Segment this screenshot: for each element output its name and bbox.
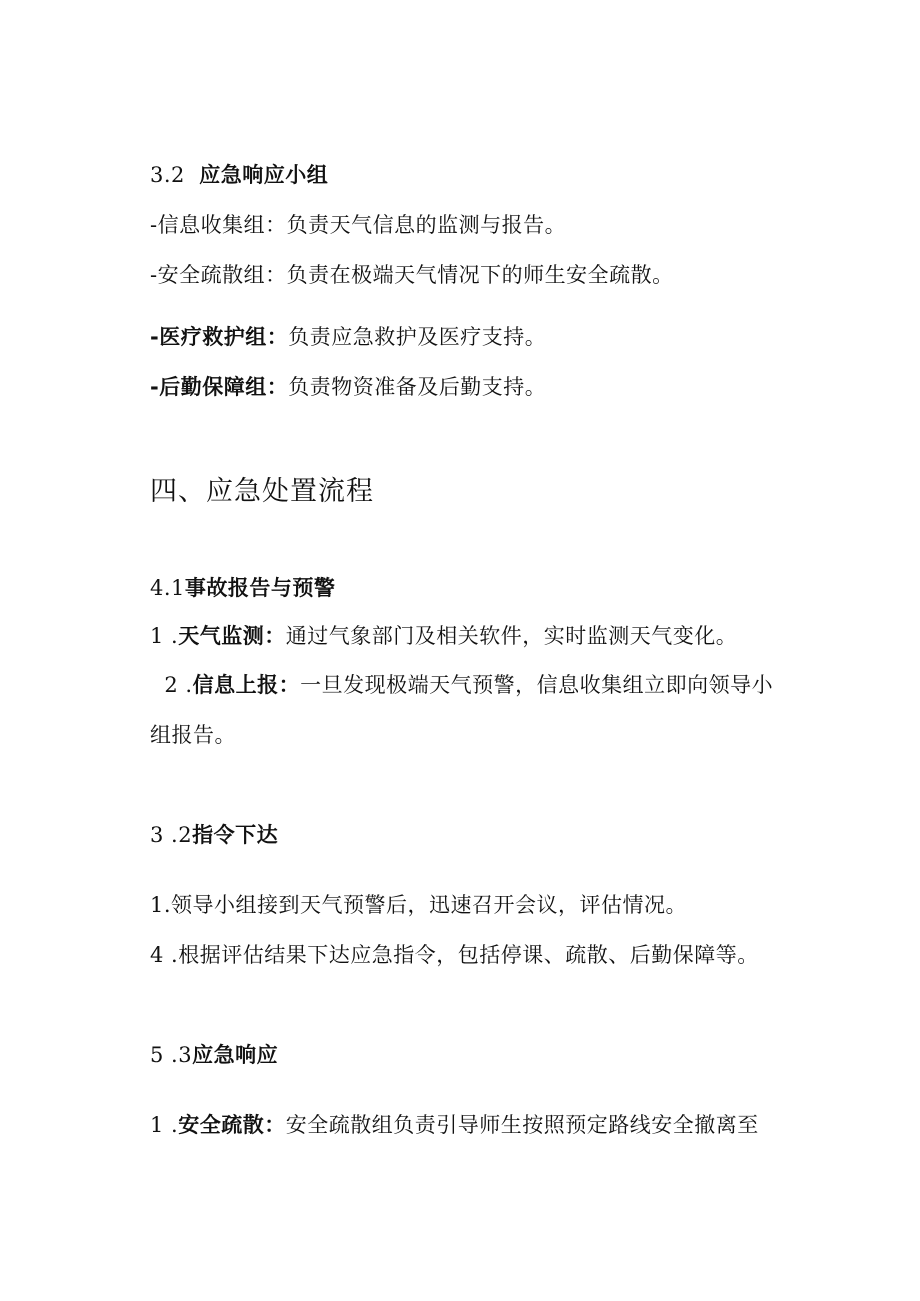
list-item bbox=[150, 1110, 759, 1140]
section-title: 应急响应 bbox=[192, 1043, 279, 1067]
item-label: 信息上报： bbox=[192, 673, 301, 697]
list-item bbox=[150, 670, 773, 700]
section-4-3-heading bbox=[150, 1040, 278, 1070]
section-number: 5 .3 bbox=[150, 1043, 193, 1067]
section-4-1-heading bbox=[150, 573, 335, 603]
section-title: 指令下达 bbox=[192, 823, 279, 847]
group-label: -信息收集组： bbox=[150, 213, 287, 237]
item-number: 2 . bbox=[164, 673, 193, 697]
list-item bbox=[150, 621, 737, 651]
group-label: -后勤保障组： bbox=[150, 375, 289, 399]
group-item-evacuation bbox=[150, 260, 674, 290]
group-text: 负责天气信息的监测与报告。 bbox=[286, 213, 567, 237]
item-number: 1 . bbox=[150, 1113, 179, 1137]
item-text: 一旦发现极端天气预警，信息收集组立即向领导小 bbox=[300, 673, 774, 697]
section-4-2-heading bbox=[150, 820, 278, 850]
group-item-info bbox=[150, 210, 566, 240]
group-label: -安全疏散组： bbox=[150, 263, 287, 287]
section-title: 应急响应小组 bbox=[199, 163, 329, 187]
group-text: 负责在极端天气情况下的师生安全疏散。 bbox=[286, 263, 674, 287]
item-text: 通过气象部门及相关软件，实时监测天气变化。 bbox=[285, 624, 738, 648]
item-number: 1 . bbox=[150, 624, 179, 648]
list-item: 1.领导小组接到天气预警后，迅速召开会议，评估情况。 bbox=[150, 893, 688, 917]
section-title: 事故报告与预警 bbox=[184, 576, 336, 600]
item-label: 安全疏散： bbox=[178, 1113, 286, 1137]
group-text: 负责物资准备及后勤支持。 bbox=[288, 375, 547, 399]
item-text: 安全疏散组负责引导师生按照预定路线安全撤离至 bbox=[285, 1113, 759, 1137]
list-item-continuation: 组报告。 bbox=[150, 723, 236, 747]
section-number: 4.1 bbox=[150, 576, 185, 600]
group-label: -医疗救护组： bbox=[150, 325, 289, 349]
section-3-2-heading bbox=[150, 160, 328, 190]
section-number: 3.2 bbox=[150, 163, 185, 187]
item-label: 天气监测： bbox=[178, 624, 286, 648]
list-item: 4 .根据评估结果下达应急指令，包括停课、疏散、后勤保障等。 bbox=[150, 943, 759, 967]
chapter-4-title: 四、应急处置流程 bbox=[150, 476, 374, 507]
group-item-medical bbox=[150, 322, 546, 352]
group-text: 负责应急救护及医疗支持。 bbox=[288, 325, 547, 349]
section-number: 3 .2 bbox=[150, 823, 193, 847]
group-item-logistics bbox=[150, 372, 546, 402]
